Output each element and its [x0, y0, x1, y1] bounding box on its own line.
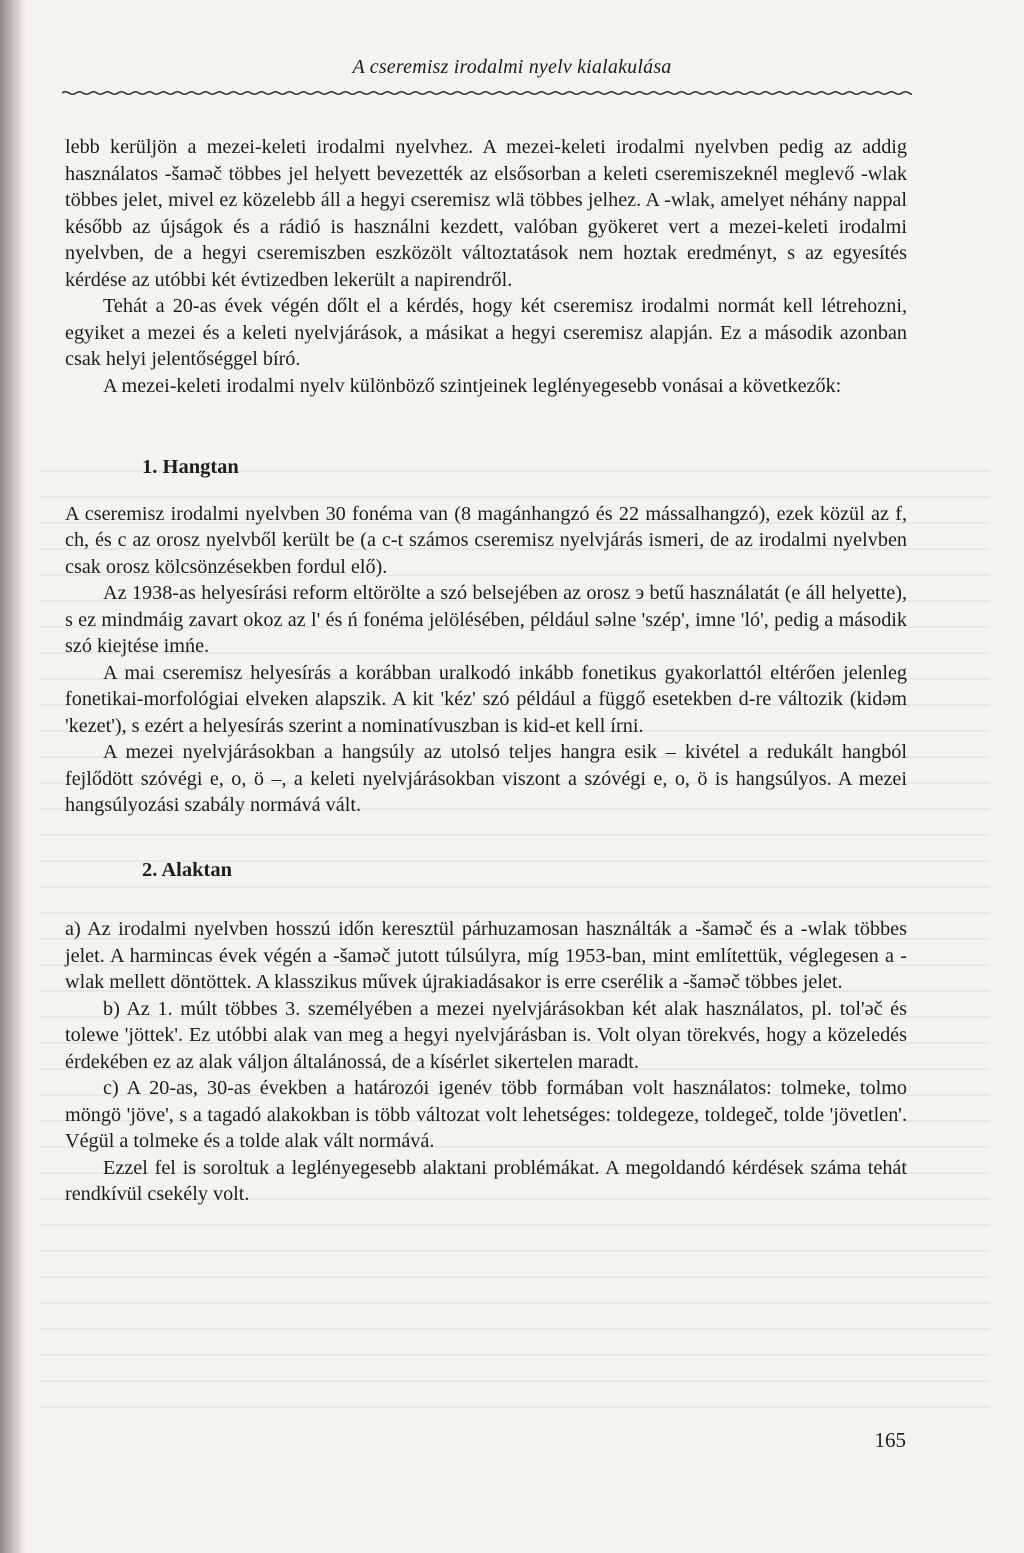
- paragraph-1: lebb kerüljön a mezei-keleti irodalmi nyelvhez. A mezei-keleti irodalmi nyelvben pedig az addig használatos -šamǝč többes jel helyett bevezették az elsősorban a keleti cseremiszeknél meglevő -wlak többes jelet, mivel ez közelebb áll a hegyi cseremisz wlä többes jelhez. A -wlak, amelyet néhány nappal később az újságok és a rádió is használni kezdett, valóban gyökeret vert a mezei-keleti irodalmi nyelvben, de a hegyi cseremiszben eszközölt változtatások nem hoztak eredményt, s az egyesítés kérdése az utóbbi két évtizedben lekerült a napirendről.: [65, 136, 907, 291]
- binding-shadow: [0, 0, 26, 1553]
- paragraph-2: Tehát a 20-as évek végén dőlt el a kérdés, hogy két cseremisz irodalmi normát kell létrehozni, egyiket a mezei és a keleti nyelvjárások, a másikat a hegyi cseremisz alapján. Ez a második azonban csak helyi jelentőséggel bíró.: [65, 295, 907, 370]
- page-body: [65, 134, 907, 1208]
- paragraph-3: A mezei-keleti irodalmi nyelv különböző szintjeinek leglényegesebb vonásai a következők:: [103, 374, 842, 397]
- hangtan-paragraph-3: A mai cseremisz helyesírás a korábban uralkodó inkább fonetikus gyakorlattól eltérően jelenleg fonetikai-morfológiai elveken alapszik. A kit 'kéz' szó például a függő esetekben d-re változik (kidǝm 'kezet'), s ezért a helyesírás szerint a nominatívuszban is kid-et kell írni.: [65, 661, 907, 737]
- section-heading-hangtan: 1. Hangtan: [142, 456, 239, 478]
- running-header: A cseremisz irodalmi nyelv kialakulása: [352, 56, 672, 78]
- hangtan-paragraph-2: Az 1938-as helyesírási reform eltörölte a szó belsejében az orosz э betű használatát (e áll helyette), s ez mindmáig zavart okoz az l' és ń fonéma jelölésében, például sǝlne 'szép', imne 'ló', pedig a második szó kiejtése imńe.: [65, 582, 907, 657]
- alaktan-paragraph-closing: Ezzel fel is soroltuk a leglényegesebb alaktani problémákat. A megoldandó kérdések száma tehát rendkívül csekély volt.: [65, 1156, 907, 1205]
- alaktan-paragraph-a: a) Az irodalmi nyelvben hosszú időn keresztül párhuzamosan használták a -šamǝč és a -wlak többes jelet. A harmincas évek végén a -šamǝč jutott túlsúlyra, míg 1953-ban, mint említettük, véglegesen a -wlak mellett döntöttek. A klasszikus művek újrakiadásakor is erre cserélik a -šamǝč többes jelet.: [65, 918, 907, 993]
- header-wavy-rule: [62, 86, 912, 100]
- hangtan-paragraph-1: A cseremisz irodalmi nyelvben 30 fonéma van (8 magánhangzó és 22 mássalhangzó), ezek közül az f, ch, és c az orosz nyelvből került be (a c-t számos cseremisz nyelvjárás ismeri, de az irodalmi nyelvben csak orosz kölcsönzésekben fordul elő).: [65, 502, 907, 578]
- alaktan-paragraph-b: b) Az 1. múlt többes 3. személyében a mezei nyelvjárásokban két alak használatos, pl. tol'ǝč és tolewe 'jöttek'. Ez utóbbi alak van meg a hegyi nyelvjárásban is. Volt olyan törekvés, hogy a közeledés érdekében ez az alak váljon általánossá, de a kísérlet sikertelen maradt.: [65, 997, 907, 1073]
- hangtan-paragraph-4: A mezei nyelvjárásokban a hangsúly az utolsó teljes hangra esik – kivétel a redukált hangból fejlődött szóvégi e, o, ö –, a keleti nyelvjárásokban viszont a szóvégi e, o, ö is hangsúlyos. A mezei hangsúlyozási szabály normává vált.: [65, 741, 907, 816]
- section-heading-alaktan: 2. Alaktan: [142, 858, 232, 881]
- page-number: 165: [874, 1428, 906, 1452]
- alaktan-paragraph-c: c) A 20-as, 30-as években a határozói igenév több formában volt használatos: tolmeke, tolmo möngö 'jöve', s a tagadó alakokban is több változat volt lehetséges: toldegeze, toldegeč, tolde 'jövetlen'. Végül a tolmeke és a tolde alak vált normává.: [65, 1077, 907, 1152]
